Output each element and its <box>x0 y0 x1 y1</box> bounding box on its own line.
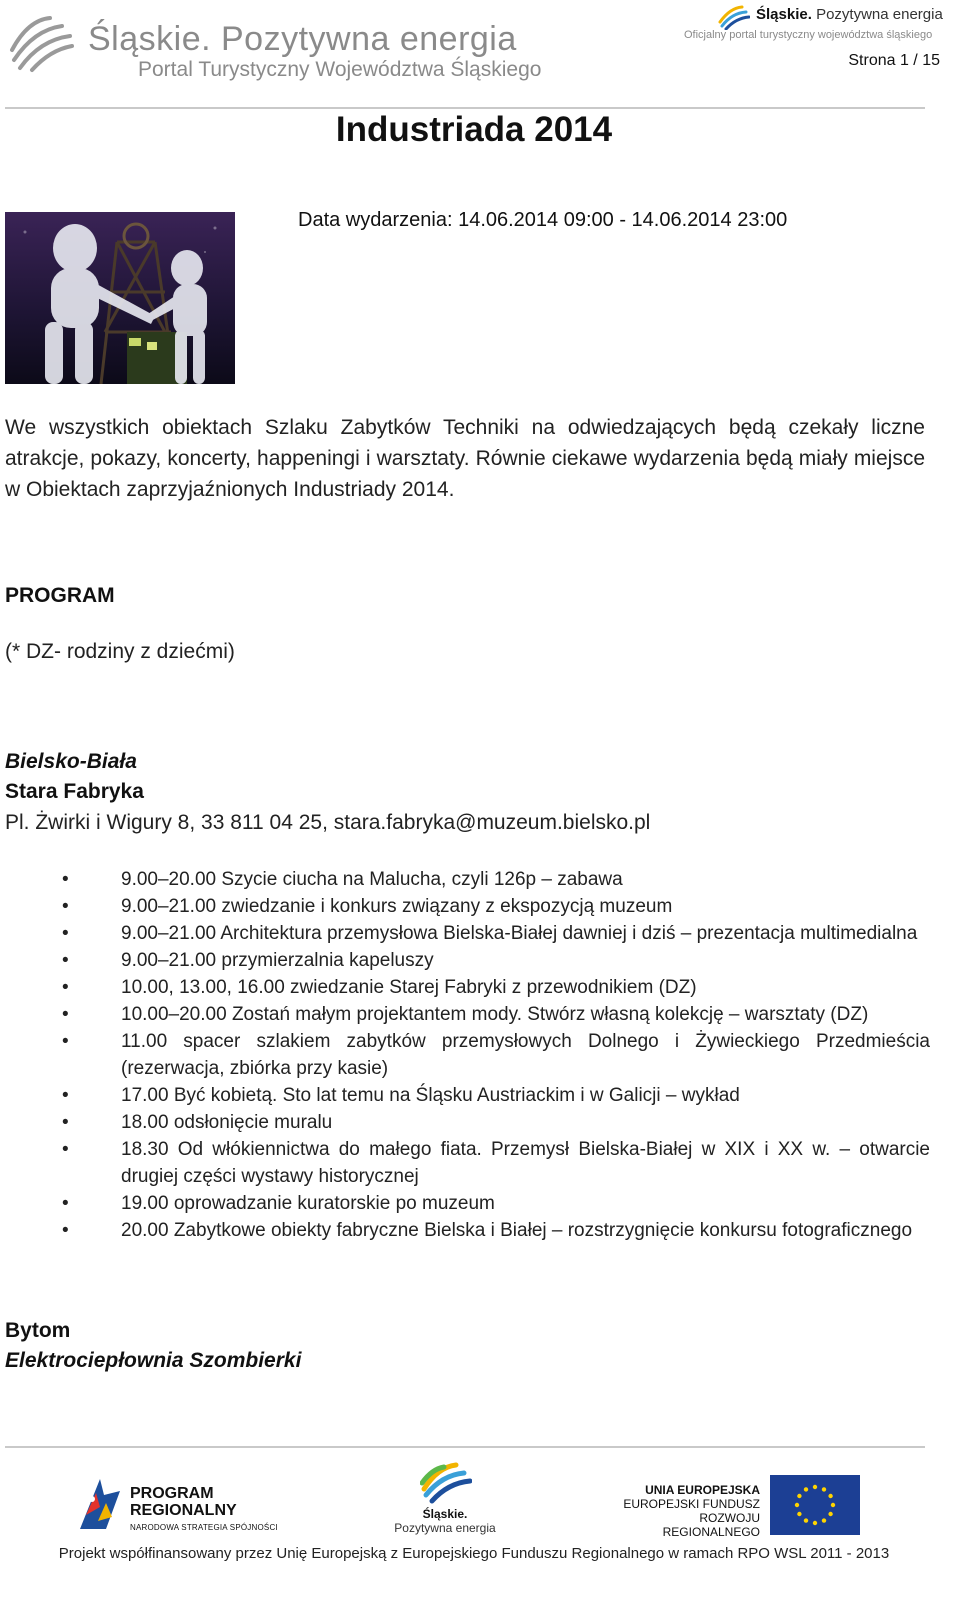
bullet-icon: • <box>62 896 69 917</box>
location-venue: Elektrociepłownia Szombierki <box>5 1349 302 1372</box>
legend-note: (* DZ- rodziny z dziećmi) <box>5 640 235 663</box>
page-number: Strona 1 / 15 <box>848 52 940 69</box>
list-item: • 18.30 Od włókiennictwa do małego fiata. Przemysł Bielska-Białej w XIX i XX w. – otwarcie drugiej części wystawy historycznej <box>0 1136 930 1190</box>
list-item: • 9.00–21.00 Architektura przemysłowa Bielska-Białej dawniej i dziś – prezentacja multimedialna <box>0 920 930 947</box>
bullet-icon: • <box>62 950 69 971</box>
swoosh-logo-icon <box>718 4 750 30</box>
bullet-icon: • <box>62 1193 69 1214</box>
location-venue: Stara Fabryka <box>5 780 144 803</box>
event-photo <box>5 212 235 384</box>
logo-subtitle: Portal Turystyczny Województwa Śląskiego <box>138 58 542 81</box>
list-item: • 10.00, 13.00, 16.00 zwiedzanie Starej Fabryki z przewodnikiem (DZ) <box>0 974 930 1001</box>
official-portal-logo[interactable] <box>684 4 958 46</box>
program-heading: PROGRAM <box>5 584 115 607</box>
logo-title: Śląskie. Pozytywna energia <box>88 20 517 58</box>
bullet-icon: • <box>62 1220 69 1241</box>
bullet-icon: • <box>62 923 69 944</box>
list-item: • 17.00 Być kobietą. Sto lat temu na Śląsku Austriackim i w Galicji – wykład <box>0 1082 930 1109</box>
footer-logos <box>0 1455 960 1555</box>
program-regionalny-logo-icon <box>76 1475 124 1533</box>
swoosh-logo-icon <box>6 10 76 74</box>
location-address: Pl. Żwirki i Wigury 8, 33 811 04 25, stara.fabryka@muzeum.bielsko.pl <box>5 811 651 834</box>
header-divider <box>5 107 925 109</box>
schedule-list <box>0 866 930 1244</box>
slaskie-logo-icon <box>420 1461 472 1505</box>
location-city: Bielsko-Biała <box>5 750 137 773</box>
event-date: Data wydarzenia: 14.06.2014 09:00 - 14.06.2014 23:00 <box>298 209 788 231</box>
list-item: • 18.00 odsłonięcie muralu <box>0 1109 930 1136</box>
list-item: • 20.00 Zabytkowe obiekty fabryczne Bielska i Białej – rozstrzygnięcie konkursu fotograficznego <box>0 1217 930 1244</box>
eu-flag-icon <box>770 1475 860 1535</box>
bullet-icon: • <box>62 1085 69 1106</box>
list-item: • 9.00–21.00 przymierzalnia kapeluszy <box>0 947 930 974</box>
eu-text: UNIA EUROPEJSKA EUROPEJSKI FUNDUSZ ROZWOJU REGIONALNEGO <box>623 1483 760 1539</box>
footer-divider <box>5 1446 925 1448</box>
slaskie-logo-text: Śląskie. Pozytywna energia <box>394 1507 496 1535</box>
page-title: Industriada 2014 <box>335 110 613 149</box>
bullet-icon: • <box>62 1139 69 1160</box>
event-description: We wszystkich obiektach Szlaku Zabytków Techniki na odwiedzających będą czekały liczne atrakcje, pokazy, koncerty, happeningi i warsztaty. Równie ciekawe wydarzenia będą miały miejsce w Obiektach zaprzyjaźnionych Industriady 2014. <box>5 416 925 501</box>
right-logo-subtitle: Oficjalny portal turystyczny województwa śląskiego <box>684 29 933 41</box>
site-logo[interactable] <box>6 8 542 81</box>
bullet-icon: • <box>62 1004 69 1025</box>
list-item: • 9.00–21.00 zwiedzanie i konkurs związany z ekspozycją muzeum <box>0 893 930 920</box>
program-regionalny-text: PROGRAM REGIONALNY NARODOWA STRATEGIA SPÓJNOŚCI <box>130 1485 278 1532</box>
bullet-icon: • <box>62 1031 69 1052</box>
location-city: Bytom <box>5 1319 71 1342</box>
list-item: • 11.00 spacer szlakiem zabytków przemysłowych Dolnego i Żywieckiego Przedmieścia (rezerwacja, zbiórka przy kasie) <box>0 1028 930 1082</box>
list-item: • 19.00 oprowadzanie kuratorskie po muzeum <box>0 1190 930 1217</box>
list-item: • 10.00–20.00 Zostań małym projektantem mody. Stwórz własną kolekcję – warsztaty (DZ) <box>0 1001 930 1028</box>
bullet-icon: • <box>62 869 69 890</box>
right-logo-title: Śląskie. Pozytywna energia <box>756 6 943 23</box>
bullet-icon: • <box>62 1112 69 1133</box>
bullet-icon: • <box>62 977 69 998</box>
funding-note: Projekt współfinansowany przez Unię Europejską z Europejskiego Funduszu Regionalnego w ramach RPO WSL 2011 - 2013 <box>58 1545 890 1562</box>
list-item: • 9.00–20.00 Szycie ciucha na Malucha, czyli 126p – zabawa <box>0 866 930 893</box>
